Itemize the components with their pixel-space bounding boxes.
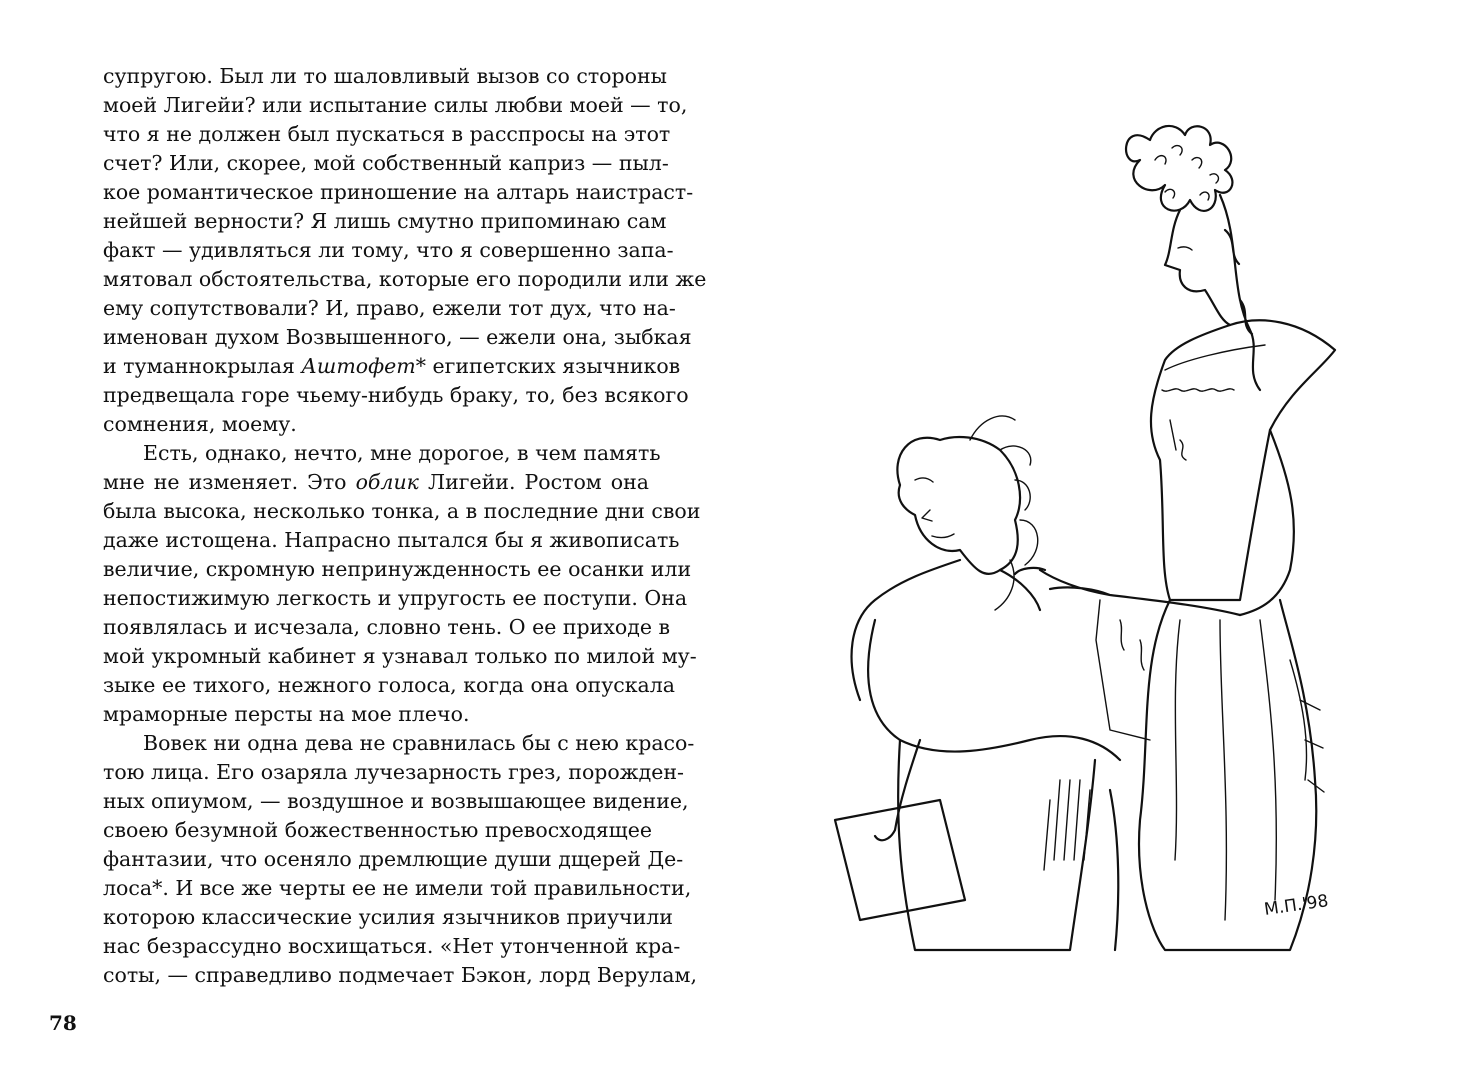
text-line: своею безумной божественностью превосходящее: [103, 818, 652, 842]
text-line: фантазии, что осеняло дремлющие души дщерей Де-: [103, 847, 684, 871]
text-line: супругою. Был ли то шаловливый вызов со стороны: [103, 64, 667, 88]
woman-eye: [1178, 247, 1192, 250]
text-segment: Лигейи. Ростом она: [427, 470, 649, 494]
man-shoulders: [852, 560, 1040, 700]
italic-term: облик: [355, 470, 419, 494]
ink-illustration: [820, 100, 1340, 960]
text-line: зыке ее тихого, нежного голоса, когда она опускала: [103, 673, 676, 697]
text-line: что я не должен был пускаться в расспросы на этот: [103, 122, 671, 146]
man-hair: [970, 416, 1038, 610]
text-line: была высока, несколько тонка, а в последние дни свои: [103, 499, 701, 523]
text-line: [103, 468, 649, 497]
text-line: счет? Или, скорее, мой собственный каприз — пыл-: [103, 151, 669, 175]
sleeve-lace: [1096, 600, 1150, 740]
text-line: сомнения, моему.: [103, 412, 297, 436]
woman-arms: [1015, 568, 1240, 615]
text-line: ных опиумом, — воздушное и возвышающее видение,: [103, 789, 689, 813]
man-arm: [868, 620, 1120, 760]
text-line: именован духом Возвышенного, — ежели она, зыбкая: [103, 325, 692, 349]
text-line: моей Лигейи? или испытание силы любви моей — то,: [103, 93, 688, 117]
text-line: ему сопутствовали? И, право, ежели тот дух, что на-: [103, 296, 676, 320]
paragraph-start-line: Вовек ни одна дева не сравнилась бы с нею красо-: [143, 731, 695, 755]
text-line: предвещала горе чьему-нибудь браку, то, без всякого: [103, 383, 689, 407]
italic-term: Аштофет*: [301, 354, 426, 378]
woman-face: [1165, 210, 1230, 325]
text-line: величие, скромную непринужденность ее осанки или: [103, 557, 692, 581]
text-segment: египетских язычников: [432, 354, 681, 378]
text-line: факт — удивляться ли тому, что я совершенно запа-: [103, 238, 674, 262]
woman-curls: [1155, 146, 1218, 200]
man-head: [897, 437, 1020, 574]
chair-back: [1110, 790, 1118, 950]
man-face: [915, 478, 954, 538]
bodice-lace: [1162, 345, 1265, 460]
woman-hair-fall: [1220, 195, 1260, 390]
text-column: [103, 62, 707, 990]
text-line: мраморные персты на мое плечо.: [103, 702, 470, 726]
text-line: непостижимую легкость и упругость ее поступи. Она: [103, 586, 688, 610]
text-line: появлялась и исчезала, словно тень. О ее приходе в: [103, 615, 671, 639]
text-line: мятовал обстоятельства, которые его породили или же: [103, 267, 707, 291]
page-number: 78: [49, 1011, 77, 1035]
text-line: нас безрассудно восхищаться. «Нет утонченной кра-: [103, 934, 681, 958]
paragraph-start-line: Есть, однако, нечто, мне дорогое, в чем память: [143, 441, 661, 465]
text-line: соты, — справедливо подмечает Бэкон, лорд Верулам,: [103, 963, 697, 987]
text-line: кое романтическое приношение на алтарь наистраст-: [103, 180, 694, 204]
woman-bodice: [1151, 320, 1335, 600]
text-line: нейшей верности? Я лишь смутно припоминаю сам: [103, 209, 667, 233]
text-segment: и туманнокрылая: [103, 354, 295, 378]
illustration-drawing: [820, 100, 1340, 960]
text-line: лоса*. И все же черты ее не имели той правильности,: [103, 876, 692, 900]
skirt-folds: [1175, 620, 1324, 920]
text-segment: мне не изменяет. Это: [103, 470, 347, 494]
text-line: тою лица. Его озаряла лучезарность грез, порожден-: [103, 760, 684, 784]
woman-sleeve: [1240, 430, 1294, 615]
text-line: мой укромный кабинет я узнавал только по милой му-: [103, 644, 697, 668]
text-line: даже истощена. Напрасно пытался бы я живописать: [103, 528, 680, 552]
text-line: которою классические усилия язычников приучили: [103, 905, 673, 929]
text-line: [103, 352, 681, 381]
woman-hair: [1126, 126, 1232, 211]
artist-signature: М.П.'98: [1262, 891, 1330, 920]
